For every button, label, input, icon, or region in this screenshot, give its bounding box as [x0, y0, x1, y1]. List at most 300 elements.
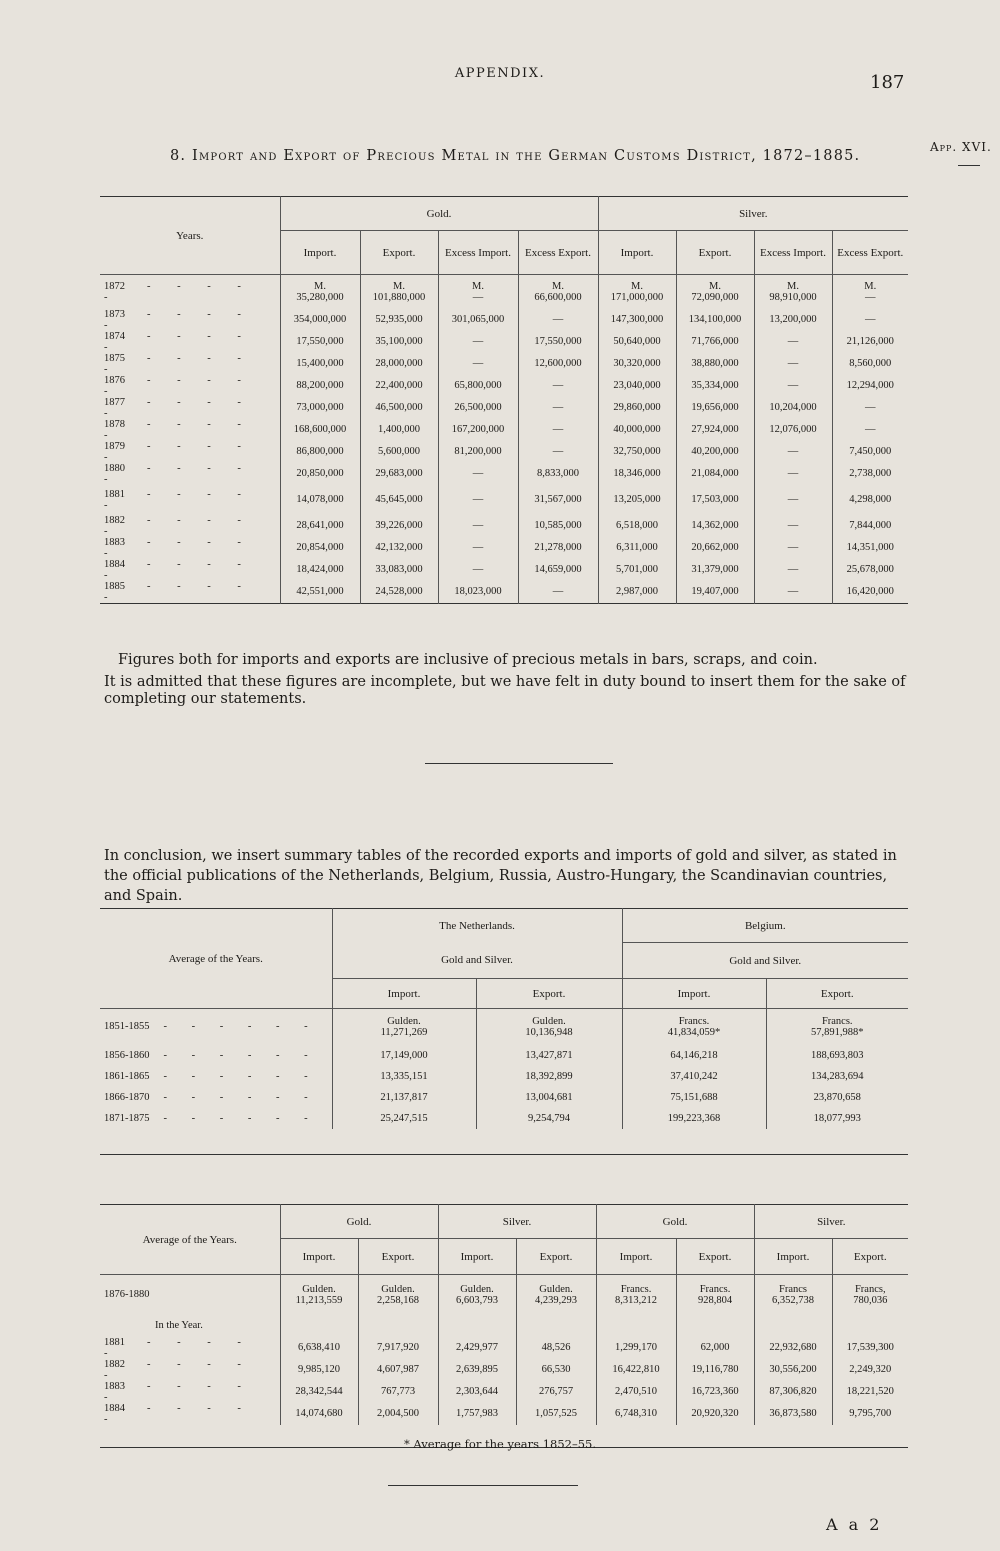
value-cell: 17,149,000 — [380, 1049, 428, 1061]
value-cell: 147,300,000 — [610, 314, 664, 325]
avg-years-header: Average of the Years. — [100, 909, 332, 1009]
nl-gold-silver-header: Gold and Silver. — [332, 943, 622, 979]
unit-label: Francs. — [821, 1015, 853, 1027]
value-cell: 45,645,000 — [375, 494, 423, 505]
value-cell: 46,500,000 — [375, 402, 423, 413]
table-row — [100, 1087, 908, 1108]
value-cell: 2,249,320 — [849, 1364, 892, 1375]
unit-label: Gulden. — [460, 1283, 494, 1295]
leader-dots: - - - - - — [104, 558, 253, 581]
table-row — [100, 419, 908, 441]
value-cell: 16,420,000 — [846, 586, 894, 597]
unit-label: M. — [314, 280, 326, 292]
year-cell: 1884 — [104, 1402, 125, 1414]
value-cell: — — [552, 314, 564, 325]
value-cell: 4,298,000 — [849, 494, 892, 505]
period-cell: 1851-1855 — [104, 1021, 150, 1033]
value-cell: 65,800,000 — [454, 380, 502, 391]
leader-dots: - - - - - - — [163, 1091, 319, 1103]
value-cell: 6,748,310 — [615, 1408, 658, 1419]
value-cell: 32,750,000 — [613, 446, 661, 457]
value-cell: 25,678,000 — [846, 564, 894, 575]
year-cell: 1876 — [104, 374, 125, 386]
table-row — [100, 1381, 908, 1403]
col-header: Import. — [438, 1239, 516, 1275]
bottom-rule — [388, 1485, 578, 1486]
value-cell: — — [787, 358, 799, 369]
appendix-side-label: App. XVI. — [930, 140, 992, 154]
netherlands-header: The Netherlands. — [332, 909, 622, 943]
value-cell: — — [787, 494, 799, 505]
value-cell: 6,311,000 — [616, 542, 658, 553]
value-cell: 13,200,000 — [769, 314, 817, 325]
table-row — [100, 353, 908, 375]
value-cell: 88,200,000 — [296, 380, 344, 391]
value-cell: 30,320,000 — [613, 358, 661, 369]
value-cell: 72,090,000 — [691, 291, 739, 303]
col-header: Import. — [598, 231, 676, 275]
value-cell: 26,500,000 — [454, 402, 502, 413]
value-cell: 21,084,000 — [691, 468, 739, 479]
in-the-year-label: In the Year. — [155, 1320, 203, 1331]
table-row — [100, 515, 908, 537]
unit-label: M. — [552, 280, 564, 292]
value-cell: 35,280,000 — [296, 291, 344, 303]
value-cell: 87,306,820 — [769, 1386, 817, 1397]
nl-export-header: Export. — [476, 979, 622, 1009]
value-cell: 2,303,644 — [456, 1386, 498, 1397]
value-cell: 2,004,500 — [377, 1408, 419, 1419]
value-cell: 6,518,000 — [616, 520, 658, 531]
value-cell: 14,078,000 — [296, 494, 344, 505]
value-cell: — — [472, 494, 484, 505]
value-cell: 1,400,000 — [378, 424, 420, 435]
value-cell: 31,379,000 — [691, 564, 739, 575]
value-cell: — — [472, 336, 484, 347]
value-cell: 37,410,242 — [670, 1070, 718, 1082]
col-header: Export. — [676, 1239, 754, 1275]
leader-dots: - - - - - - — [163, 1049, 319, 1061]
value-cell: 23,870,658 — [813, 1091, 861, 1103]
value-cell: 10,585,000 — [534, 520, 582, 531]
value-cell: 14,659,000 — [534, 564, 582, 575]
year-cell: 1874 — [104, 330, 125, 342]
value-cell: 11,213,559 — [295, 1294, 343, 1306]
value-cell: 7,917,920 — [377, 1342, 419, 1353]
unit-label: M. — [787, 280, 799, 292]
period-cell: 1866-1870 — [104, 1091, 150, 1103]
leader-dots: - - - - - — [104, 536, 253, 559]
unit-label: M. — [631, 280, 643, 292]
col-header: Export. — [516, 1239, 596, 1275]
value-cell: 35,100,000 — [375, 336, 423, 347]
col-header: Excess Import. — [754, 231, 832, 275]
col-header: Import. — [596, 1239, 676, 1275]
value-cell: 13,427,871 — [525, 1049, 573, 1061]
value-cell: 188,693,803 — [811, 1049, 864, 1061]
value-cell: 8,833,000 — [537, 468, 579, 479]
leader-dots: - - - - - - — [163, 1021, 319, 1033]
value-cell: 48,526 — [541, 1342, 571, 1353]
unit-label: Francs, — [854, 1283, 886, 1295]
section-title: 8. Import and Export of Precious Metal in the German Customs District, 1872–1885. — [170, 148, 861, 164]
value-cell: 134,100,000 — [688, 314, 742, 325]
be-export-header: Export. — [766, 979, 908, 1009]
value-cell: 4,239,293 — [535, 1294, 577, 1306]
col-header: Export. — [832, 1239, 908, 1275]
year-cell: 1878 — [104, 418, 125, 430]
value-cell: 301,065,000 — [451, 314, 505, 325]
table-row — [100, 485, 908, 515]
value-cell: 11,271,269 — [380, 1026, 428, 1038]
years-header: Years. — [100, 197, 280, 275]
value-cell: 42,132,000 — [375, 542, 423, 553]
leader-dots: - - - - - — [104, 580, 253, 603]
leader-dots: - - - - - — [104, 440, 253, 463]
value-cell: 2,738,000 — [849, 468, 892, 479]
value-cell: — — [472, 291, 484, 303]
value-cell: 20,662,000 — [691, 542, 739, 553]
value-cell: 13,205,000 — [613, 494, 661, 505]
leader-dots: - - - - - — [104, 280, 253, 303]
value-cell: — — [787, 468, 799, 479]
subheading-row — [100, 1315, 908, 1337]
value-cell: 8,560,000 — [849, 358, 892, 369]
year-cell: 1873 — [104, 308, 125, 320]
unit-label: Francs. — [678, 1015, 710, 1027]
netherlands-belgium-table — [100, 908, 908, 1155]
value-cell: — — [865, 314, 876, 325]
table-row — [100, 559, 908, 581]
spacer-row — [100, 1129, 908, 1155]
be-import-header: Import. — [622, 979, 766, 1009]
year-cell: 1883 — [104, 1380, 125, 1392]
value-cell: 40,200,000 — [691, 446, 739, 457]
value-cell: — — [787, 586, 799, 597]
value-cell: 22,932,680 — [769, 1342, 817, 1353]
leader-dots: - - - - - — [104, 514, 253, 537]
value-cell: 7,450,000 — [849, 446, 892, 457]
year-cell: 1882 — [104, 514, 125, 526]
unit-label: Gulden. — [387, 1015, 421, 1027]
table-row — [100, 275, 908, 309]
table-row — [100, 375, 908, 397]
table-row — [100, 1337, 908, 1359]
value-cell: — — [865, 424, 876, 435]
unit-label: Gulden. — [381, 1283, 415, 1295]
value-cell: 780,036 — [853, 1294, 888, 1306]
value-cell: 13,335,151 — [380, 1070, 428, 1082]
unit-label: M. — [709, 280, 721, 292]
unit-label: M. — [864, 280, 877, 292]
value-cell: 75,151,688 — [670, 1091, 718, 1103]
be-silver-header: Silver. — [754, 1205, 908, 1239]
value-cell: 1,757,983 — [456, 1408, 498, 1419]
value-cell: 28,342,544 — [295, 1386, 343, 1397]
year-cell: 1879 — [104, 440, 125, 452]
signature-mark: A a 2 — [826, 1515, 883, 1534]
value-cell: 30,556,200 — [769, 1364, 817, 1375]
year-cell: 1885 — [104, 580, 125, 592]
page-number: 187 — [870, 72, 905, 93]
value-cell: 17,550,000 — [296, 336, 344, 347]
year-cell: 1884 — [104, 558, 125, 570]
value-cell: 20,920,320 — [691, 1408, 739, 1419]
value-cell: 21,278,000 — [534, 542, 582, 553]
value-cell: 9,795,700 — [849, 1408, 892, 1419]
value-cell: 18,346,000 — [613, 468, 661, 479]
value-cell: 2,639,895 — [456, 1364, 498, 1375]
leader-dots: - - - - - — [104, 330, 253, 353]
value-cell: — — [472, 468, 484, 479]
value-cell: 6,603,793 — [456, 1294, 498, 1306]
value-cell: 52,935,000 — [375, 314, 423, 325]
value-cell: 66,600,000 — [534, 291, 582, 303]
value-cell: 33,083,000 — [375, 564, 423, 575]
table-row — [100, 441, 908, 463]
value-cell: 276,757 — [538, 1386, 574, 1397]
value-cell: 5,600,000 — [378, 446, 420, 457]
note-incomplete: It is admitted that these figures are incomplete, but we have felt in duty bound to insert them for the sake of completing our statements. — [104, 674, 906, 707]
col-header: Export. — [360, 231, 438, 275]
value-cell: 17,503,000 — [691, 494, 739, 505]
value-cell: 9,985,120 — [298, 1364, 340, 1375]
value-cell: 12,294,000 — [846, 380, 894, 391]
table-row — [100, 1009, 908, 1045]
value-cell: 17,550,000 — [534, 336, 582, 347]
value-cell: 40,000,000 — [613, 424, 661, 435]
value-cell: 31,567,000 — [534, 494, 582, 505]
col-header: Excess Export. — [518, 231, 598, 275]
year-cell: 1881 — [104, 488, 125, 500]
value-cell: 14,074,680 — [295, 1408, 343, 1419]
value-cell: 12,600,000 — [534, 358, 582, 369]
col-header: Export. — [358, 1239, 438, 1275]
value-cell: 41,834,059* — [667, 1026, 721, 1038]
period-cell: 1861-1865 — [104, 1070, 150, 1082]
side-label-rule — [958, 165, 980, 166]
be-gold-silver-header: Gold and Silver. — [622, 943, 908, 979]
value-cell: 171,000,000 — [610, 291, 664, 303]
value-cell: 25,247,515 — [380, 1112, 428, 1124]
unit-label: Gulden. — [539, 1283, 573, 1295]
value-cell: — — [787, 520, 799, 531]
value-cell: 18,392,899 — [525, 1070, 573, 1082]
nl-gold-header: Gold. — [280, 1205, 438, 1239]
unit-label: Francs. — [620, 1283, 652, 1295]
col-header: Import. — [280, 231, 360, 275]
gold-group-header: Gold. — [280, 197, 598, 231]
leader-dots: - - - - - - — [163, 1070, 319, 1082]
value-cell: 2,987,000 — [616, 586, 658, 597]
value-cell: 18,023,000 — [454, 586, 502, 597]
value-cell: — — [552, 446, 564, 457]
value-cell: 42,551,000 — [296, 586, 344, 597]
section-divider — [425, 763, 613, 764]
conclusion-paragraph: In conclusion, we insert summary tables of the recorded exports and imports of gold and silver, as stated in the official publications of the Netherlands, Belgium, Russia, Austro-Hungary, the Scandinavian countries, and Spain. — [104, 848, 897, 904]
value-cell: 62,000 — [700, 1342, 730, 1353]
value-cell: 2,429,977 — [456, 1342, 498, 1353]
value-cell: 10,204,000 — [769, 402, 817, 413]
value-cell: 15,400,000 — [296, 358, 344, 369]
table-row — [100, 397, 908, 419]
value-cell: — — [552, 402, 564, 413]
value-cell: 199,223,368 — [667, 1112, 721, 1124]
value-cell: 354,000,000 — [293, 314, 347, 325]
col-header: Import. — [754, 1239, 832, 1275]
year-cell: 1872 — [104, 280, 125, 292]
table-row — [100, 1066, 908, 1087]
value-cell: — — [865, 402, 876, 413]
value-cell: 19,407,000 — [691, 586, 739, 597]
german-precious-metal-table — [100, 196, 908, 604]
unit-label: M. — [472, 280, 484, 292]
unit-label: Gulden. — [302, 1283, 336, 1295]
unit-label: M. — [393, 280, 405, 292]
table-row — [100, 1359, 908, 1381]
value-cell: 17,539,300 — [846, 1342, 894, 1353]
leader-dots: - - - - - — [104, 308, 253, 331]
value-cell: 20,850,000 — [296, 468, 344, 479]
nl-import-header: Import. — [332, 979, 476, 1009]
value-cell: 928,804 — [697, 1294, 733, 1306]
value-cell: 10,136,948 — [525, 1026, 573, 1038]
value-cell: — — [472, 542, 484, 553]
leader-dots: - - - - - — [104, 374, 253, 397]
value-cell: — — [552, 380, 564, 391]
value-cell: 28,641,000 — [296, 520, 344, 531]
col-header: Excess Export. — [832, 231, 908, 275]
value-cell: 5,701,000 — [616, 564, 658, 575]
note-inclusive: Figures both for imports and exports are inclusive of precious metals in bars, scraps, and coin. — [118, 652, 818, 668]
value-cell: 18,424,000 — [296, 564, 344, 575]
col-header: Export. — [676, 231, 754, 275]
col-header: Excess Import. — [438, 231, 518, 275]
leader-dots: - - - - - — [104, 396, 253, 419]
footnote: * Average for the years 1852–55. — [403, 1437, 597, 1451]
value-cell: 64,146,218 — [670, 1049, 718, 1061]
year-cell: 1875 — [104, 352, 125, 364]
value-cell: 6,638,410 — [298, 1342, 340, 1353]
value-cell: 35,334,000 — [691, 380, 739, 391]
value-cell: 14,351,000 — [846, 542, 894, 553]
value-cell: — — [552, 586, 564, 597]
leader-dots: - - - - - — [104, 1336, 253, 1359]
value-cell: 6,352,738 — [772, 1294, 815, 1306]
nl-silver-header: Silver. — [438, 1205, 596, 1239]
value-cell: 134,283,694 — [811, 1070, 864, 1082]
table-row — [100, 1275, 908, 1315]
leader-dots: - - - - - — [104, 1380, 253, 1403]
value-cell: 18,077,993 — [813, 1112, 861, 1124]
value-cell: 20,854,000 — [296, 542, 344, 553]
value-cell: 38,880,000 — [691, 358, 739, 369]
leader-dots: - - - - - — [104, 462, 253, 485]
value-cell: — — [865, 291, 876, 303]
value-cell: 19,656,000 — [691, 402, 739, 413]
period-cell: 1876-1880 — [104, 1289, 150, 1301]
value-cell: 50,640,000 — [613, 336, 661, 347]
value-cell: 24,528,000 — [375, 586, 423, 597]
value-cell: 86,800,000 — [296, 446, 344, 457]
table-row — [100, 463, 908, 485]
value-cell: 27,924,000 — [691, 424, 739, 435]
unit-label: Francs. — [699, 1283, 731, 1295]
period-cell: 1856-1860 — [104, 1049, 150, 1061]
leader-dots: - - - - - — [104, 418, 253, 441]
value-cell: 4,607,987 — [377, 1364, 419, 1375]
year-cell: 1883 — [104, 536, 125, 548]
table-row — [100, 331, 908, 353]
value-cell: 16,723,360 — [691, 1386, 739, 1397]
table-row — [100, 1403, 908, 1425]
value-cell: 8,313,212 — [615, 1294, 658, 1306]
value-cell: — — [552, 424, 564, 435]
value-cell: 19,116,780 — [691, 1364, 739, 1375]
value-cell: 1,057,525 — [535, 1408, 577, 1419]
running-title: APPENDIX. — [454, 66, 546, 81]
leader-dots: - - - - - — [104, 1358, 253, 1381]
value-cell: — — [787, 564, 799, 575]
value-cell: 36,873,580 — [769, 1408, 817, 1419]
year-cell: 1882 — [104, 1358, 125, 1370]
table-row — [100, 1108, 908, 1129]
value-cell: 66,530 — [541, 1364, 571, 1375]
value-cell: 101,880,000 — [372, 291, 426, 303]
silver-group-header: Silver. — [598, 197, 908, 231]
be-gold-header: Gold. — [596, 1205, 754, 1239]
value-cell: 21,126,000 — [846, 336, 894, 347]
unit-label: Francs — [779, 1283, 808, 1295]
value-cell: 1,299,170 — [615, 1342, 658, 1353]
value-cell: 71,766,000 — [691, 336, 739, 347]
table-row — [100, 1045, 908, 1066]
period-cell: 1871-1875 — [104, 1112, 150, 1124]
value-cell: 29,683,000 — [375, 468, 423, 479]
leader-dots: - - - - - — [104, 352, 253, 375]
table-row — [100, 309, 908, 331]
value-cell: 168,600,000 — [293, 424, 347, 435]
value-cell: 9,254,794 — [528, 1112, 570, 1124]
unit-label: Gulden. — [532, 1015, 566, 1027]
value-cell: 22,400,000 — [375, 380, 423, 391]
value-cell: — — [472, 358, 484, 369]
year-cell: 1877 — [104, 396, 125, 408]
value-cell: — — [472, 564, 484, 575]
value-cell: 13,004,681 — [525, 1091, 573, 1103]
value-cell: 39,226,000 — [375, 520, 423, 531]
year-cell: 1880 — [104, 462, 125, 474]
col-header: Import. — [280, 1239, 358, 1275]
value-cell: — — [472, 520, 484, 531]
avg-years-header: Average of the Years. — [100, 1205, 280, 1275]
value-cell: 81,200,000 — [454, 446, 502, 457]
value-cell: 14,362,000 — [691, 520, 739, 531]
value-cell: 7,844,000 — [849, 520, 892, 531]
leader-dots: - - - - - — [104, 1402, 253, 1425]
value-cell: — — [787, 542, 799, 553]
value-cell: 73,000,000 — [296, 402, 344, 413]
leader-dots: - - - - - — [104, 488, 253, 511]
value-cell: 23,040,000 — [613, 380, 661, 391]
value-cell: 167,200,000 — [451, 424, 505, 435]
value-cell: 767,773 — [380, 1386, 416, 1397]
value-cell: 29,860,000 — [613, 402, 661, 413]
gold-silver-comparison-table — [100, 1204, 908, 1448]
value-cell: 57,891,988* — [811, 1026, 864, 1038]
value-cell: 21,137,817 — [380, 1091, 428, 1103]
value-cell: 98,910,000 — [769, 291, 817, 303]
